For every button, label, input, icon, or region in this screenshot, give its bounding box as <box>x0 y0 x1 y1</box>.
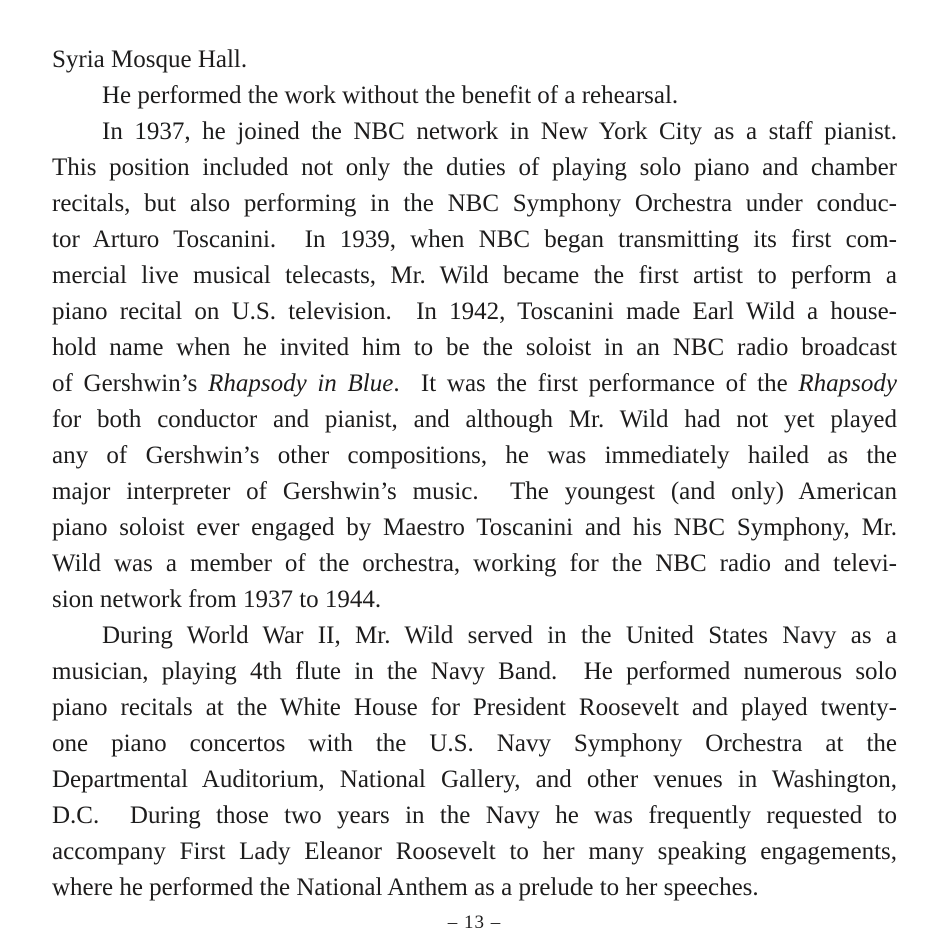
text-line <box>52 690 897 726</box>
text-segment: tor Arturo Toscanini. In 1939, when NBC began transmitting its first com- <box>52 226 897 253</box>
paragraph <box>52 42 897 78</box>
text-segment: major interpreter of Gershwin’s music. The youngest (and only) American <box>52 478 897 505</box>
text-line <box>52 402 897 438</box>
text-line <box>52 618 897 654</box>
text-line <box>52 798 897 834</box>
text-segment: sion network from 1937 to 1944. <box>52 586 382 613</box>
text-line <box>52 366 897 402</box>
paragraph <box>52 114 897 618</box>
text-segment: Wild was a member of the orchestra, working for the NBC radio and televi- <box>52 550 897 577</box>
text-line <box>52 726 897 762</box>
page-number: – 13 – <box>447 912 502 933</box>
italic-text-segment: Rhapsody <box>798 370 897 397</box>
text-line <box>52 150 897 186</box>
text-segment: where he performed the National Anthem as a prelude to her speeches. <box>52 874 759 901</box>
paragraph <box>52 78 897 114</box>
text-line <box>52 294 897 330</box>
text-segment: recitals, but also performing in the NBC Symphony Orchestra under conduc- <box>52 190 897 217</box>
text-line <box>52 78 897 114</box>
text-line <box>52 438 897 474</box>
text-line <box>52 654 897 690</box>
text-segment: Departmental Auditorium, National Gallery, and other venues in Washington, <box>52 766 897 793</box>
text-line <box>52 474 897 510</box>
text-line <box>52 834 897 870</box>
italic-text-segment: Rhapsody in Blue <box>208 370 394 397</box>
text-line <box>52 258 897 294</box>
text-segment: This position included not only the duties of playing solo piano and chamber <box>52 154 897 181</box>
text-segment: piano soloist ever engaged by Maestro Toscanini and his NBC Symphony, Mr. <box>52 514 897 541</box>
text-line <box>52 870 897 906</box>
text-line <box>52 114 897 150</box>
text-segment: musician, playing 4th flute in the Navy Band. He performed numerous solo <box>52 658 897 685</box>
text-line <box>52 510 897 546</box>
text-segment: In 1937, he joined the NBC network in New York City as a staff pianist. <box>102 118 897 145</box>
text-segment: During World War II, Mr. Wild served in the United States Navy as a <box>102 622 897 649</box>
text-segment: piano recital on U.S. television. In 1942, Toscanini made Earl Wild a house- <box>52 298 897 325</box>
text-block <box>52 42 897 906</box>
text-line <box>52 186 897 222</box>
text-segment: of Gershwin’s <box>52 370 209 397</box>
text-line <box>52 330 897 366</box>
text-segment: hold name when he invited him to be the soloist in an NBC radio broadcast <box>52 334 897 361</box>
text-segment: D.C. During those two years in the Navy he was frequently requested to <box>52 802 897 829</box>
text-line <box>52 582 897 618</box>
text-line <box>52 42 897 78</box>
text-segment: one piano concertos with the U.S. Navy Symphony Orchestra at the <box>52 730 897 757</box>
text-segment: . It was the first performance of the <box>393 370 799 397</box>
text-line <box>52 762 897 798</box>
text-segment: any of Gershwin’s other compositions, he was immediately hailed as the <box>52 442 897 469</box>
text-segment: mercial live musical telecasts, Mr. Wild became the first artist to perform a <box>52 262 897 289</box>
text-segment: for both conductor and pianist, and although Mr. Wild had not yet played <box>52 406 897 433</box>
text-segment: He performed the work without the benefit of a rehearsal. <box>102 82 679 109</box>
text-segment: Syria Mosque Hall. <box>52 46 248 73</box>
text-line <box>52 546 897 582</box>
text-line <box>52 222 897 258</box>
text-segment: piano recitals at the White House for President Roosevelt and played twenty- <box>52 694 897 721</box>
text-segment: accompany First Lady Eleanor Roosevelt to her many speaking engagements, <box>52 838 897 865</box>
paragraph <box>52 618 897 906</box>
